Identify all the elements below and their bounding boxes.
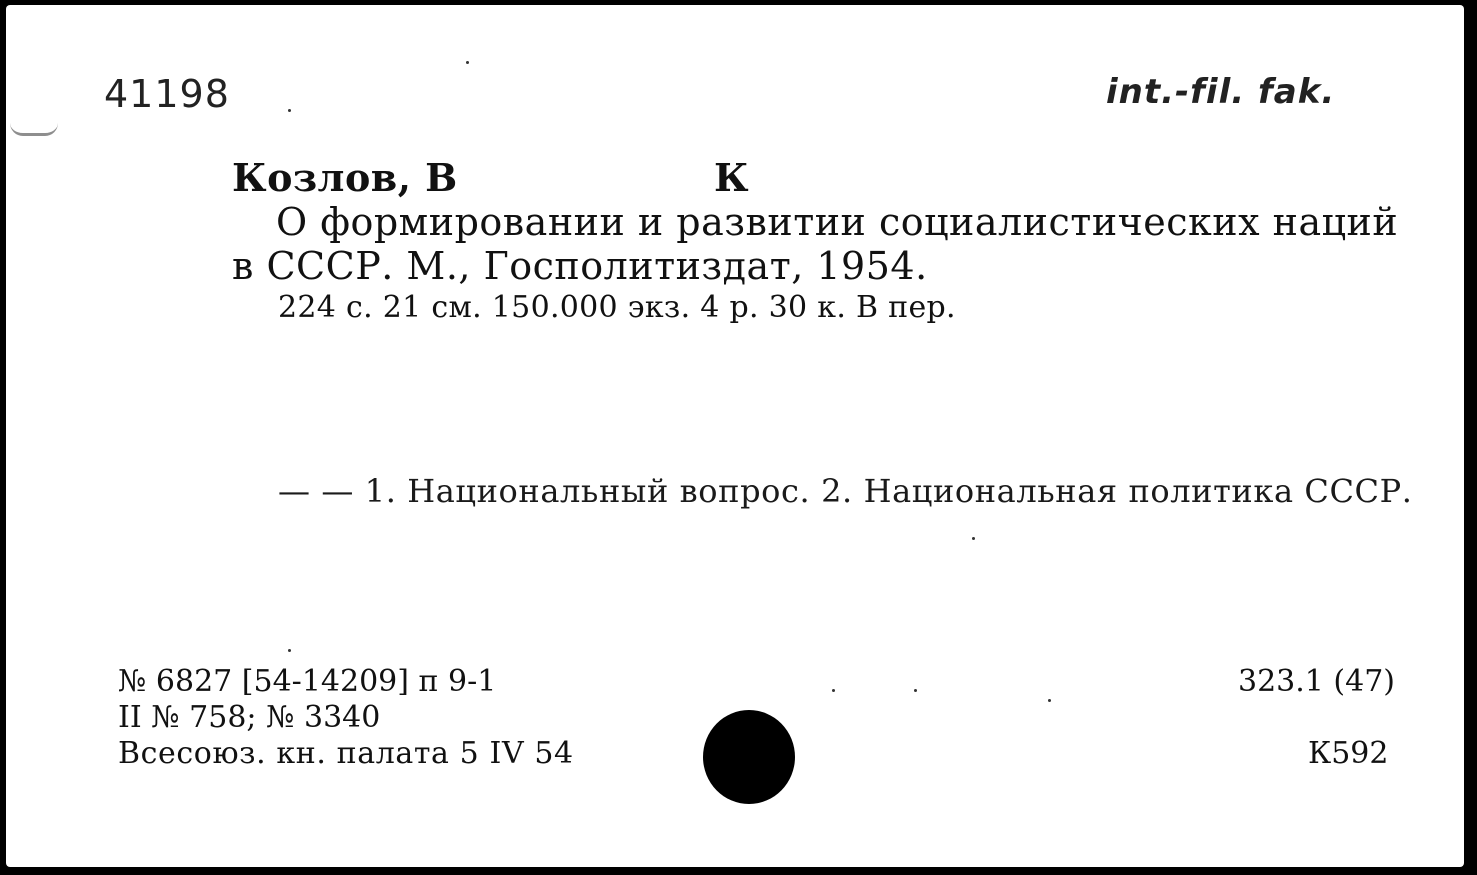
subject-headings: — — 1. Национальный вопрос. 2. Национальная политика СССР.: [278, 472, 1413, 510]
ink-smudge: [10, 123, 58, 136]
speck: [914, 689, 917, 692]
speck: [288, 649, 291, 652]
faculty-note: int.-fil. fak.: [1106, 72, 1336, 112]
registration-line-1: № 6827 [54-14209] п 9-1: [118, 664, 497, 699]
punch-hole: [703, 710, 795, 804]
speck: [832, 689, 835, 692]
registration-line-3: Всесоюз. кн. палата 5 IV 54: [118, 736, 574, 771]
speck: [288, 109, 291, 112]
udc-classification: 323.1 (47): [1238, 664, 1396, 699]
registration-line-2: II № 758; № 3340: [118, 700, 381, 735]
accession-number: 41198: [104, 72, 230, 116]
author-heading: Козлов, В: [232, 155, 458, 200]
speck: [1048, 699, 1051, 702]
title-line-2: в СССР. М., Госполитиздат, 1954.: [232, 244, 928, 288]
catalog-card: [6, 5, 1464, 867]
cutter-number: К592: [1308, 736, 1389, 771]
speck: [466, 61, 469, 64]
shelf-letter: К: [714, 155, 749, 200]
collation-line: 224 с. 21 см. 150.000 экз. 4 р. 30 к. В пер.: [278, 290, 956, 325]
speck: [972, 537, 975, 540]
title-line-1: О формировании и развитии социалистических наций: [276, 200, 1399, 244]
